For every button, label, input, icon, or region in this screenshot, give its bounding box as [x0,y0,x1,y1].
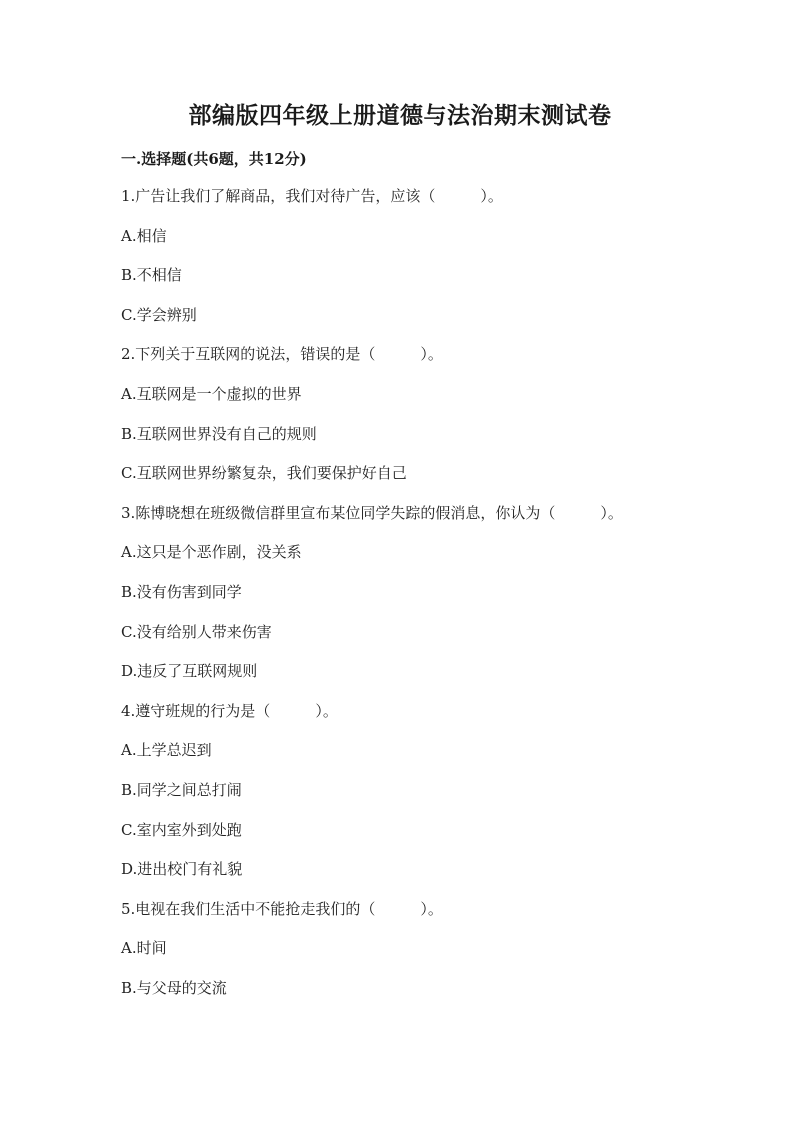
question-1-option-a: A.相信 [121,226,167,245]
question-5-option-a: A.时间 [121,939,167,958]
question-3-option-d: D.违反了互联网规则 [121,662,258,681]
question-4-option-d: D.进出校门有礼貌 [121,860,243,879]
question-4-option-a: A.上学总迟到 [121,741,212,760]
question-3-option-b: B.没有伤害到同学 [121,582,242,601]
question-2-option-b: B.互联网世界没有自己的规则 [121,424,317,443]
section-heading: 一.选择题(共6题，共12分) [121,150,307,168]
question-1-option-b: B.不相信 [121,266,182,285]
question-2-option-c: C.互联网世界纷繁复杂，我们要保护好自己 [121,464,407,483]
page-title: 部编版四年级上册道德与法治期末测试卷 [188,102,612,129]
question-1-option-c: C.学会辨别 [121,305,197,324]
question-3-option-c: C.没有给别人带来伤害 [121,622,272,641]
question-3-stem: 3.陈博晓想在班级微信群里宣布某位同学失踪的假消息，你认为（ ）。 [121,503,623,522]
question-1-stem: 1.广告让我们了解商品，我们对待广告，应该（ ）。 [121,187,503,205]
question-5-stem: 5.电视在我们生活中不能抢走我们的（ ）。 [121,899,443,918]
question-2-stem: 2.下列关于互联网的说法，错误的是（ ）。 [121,345,443,364]
question-5-option-b: B.与父母的交流 [121,978,227,997]
question-4-option-b: B.同学之间总打闹 [121,780,242,799]
question-4-option-c: C.室内室外到处跑 [121,820,242,839]
question-2-option-a: A.互联网是一个虚拟的世界 [121,384,302,403]
question-list [121,186,741,1017]
question-4-stem: 4.遵守班规的行为是（ ）。 [121,701,338,720]
question-3-option-a: A.这只是个恶作剧，没关系 [121,543,302,562]
